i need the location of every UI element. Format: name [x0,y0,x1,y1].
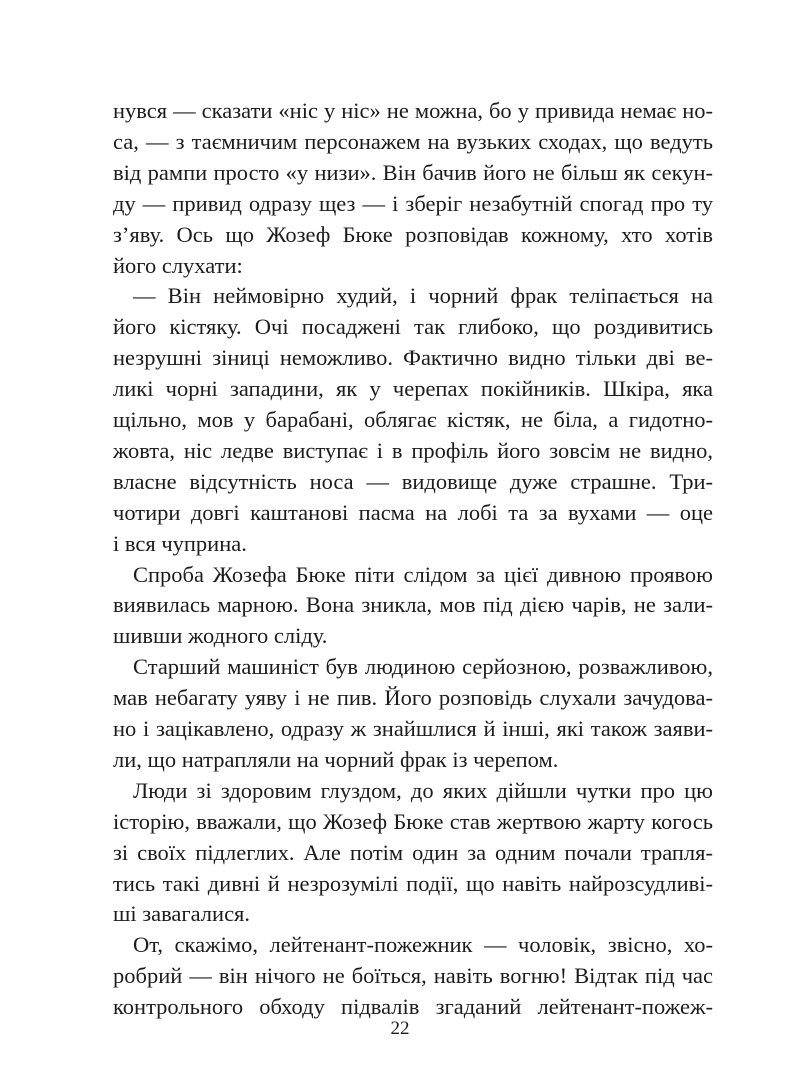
text-line: Старший машиніст був людиною серйозною, розважливою, [133,654,713,680]
text-line: чотири довгі каштанові пасма на лобі та за вухами — оце [113,499,713,525]
text-line: історію, вважали, що Жозеф Бюке став жертвою жарту когось [113,808,713,834]
text-line: От, скажімо, лейтенант-пожежник — чоловік, звісно, хо- [133,932,713,958]
text-line: ду — привид одразу щез — і зберіг незабутній спогад про ту [113,190,713,216]
text-line: нувся — сказати «ніс у ніс» не можна, бо у привида немає но- [113,98,713,123]
text-line: тись такі дивні й незрозумілі події, що навіть найрозсудливі- [113,870,713,896]
text-line: від рампи просто «у низи». Він бачив його не більш як секун- [113,159,713,185]
text-line: зі своїх підлеглих. Але потім один за одним почали трапля- [113,839,713,865]
text-line: но і зацікавлено, одразу ж знайшлися й інші, які також заяви- [113,716,713,741]
text-line: і вся чуприна. [113,530,247,556]
text-line: контрольного обходу підвалів згаданий лейтенант-пожеж- [113,994,713,1020]
text-line: власне відсутність носа — видовище дуже страшне. Три- [113,468,713,494]
text-line: шивши жодного сліду. [113,623,328,649]
text-line: ликі чорні западини, як у черепах покійників. Шкіра, яка [113,376,713,402]
text-line: — Він неймовірно худий, і чорний фрак теліпається на [133,283,713,309]
text-line: незрушні зіниці неможливо. Фактично видно тільки дві ве- [113,345,713,371]
text-line: ші завагалися. [113,901,251,927]
text-line: його кістяку. Очі посаджені так глибоко, що роздивитись [113,314,713,340]
text-line: жовта, ніс ледве виступає і в профіль його зовсім не видно, [113,437,713,463]
text-line: з’яву. Ось що Жозеф Бюке розповідав кожному, хто хотів [113,221,713,247]
text-line: мав небагату уяву і не пив. Його розповідь слухали зачудова- [113,685,713,711]
text-line: виявилась марною. Вона зникла, мов під дією чарів, не зали- [113,592,713,618]
text-line: робрий — він нічого не боїться, навіть вогню! Відтак під час [113,963,713,989]
text-line: щільно, мов у барабані, облягає кістяк, не біла, а гидотно- [113,407,713,432]
text-line: його слухати: [113,252,243,278]
text-line: Спроба Жозефа Бюке піти слідом за цієї дивною проявою [133,561,713,587]
text-line: ли, що натрапляли на чорний фрак із черепом. [113,746,559,772]
page-number: 22 [390,1018,410,1039]
text-line: Люди зі здоровим глуздом, до яких дійшли чутки про цю [133,777,713,803]
text-line: са, — з таємничим персонажем на вузьких сходах, що ведуть [113,128,713,154]
